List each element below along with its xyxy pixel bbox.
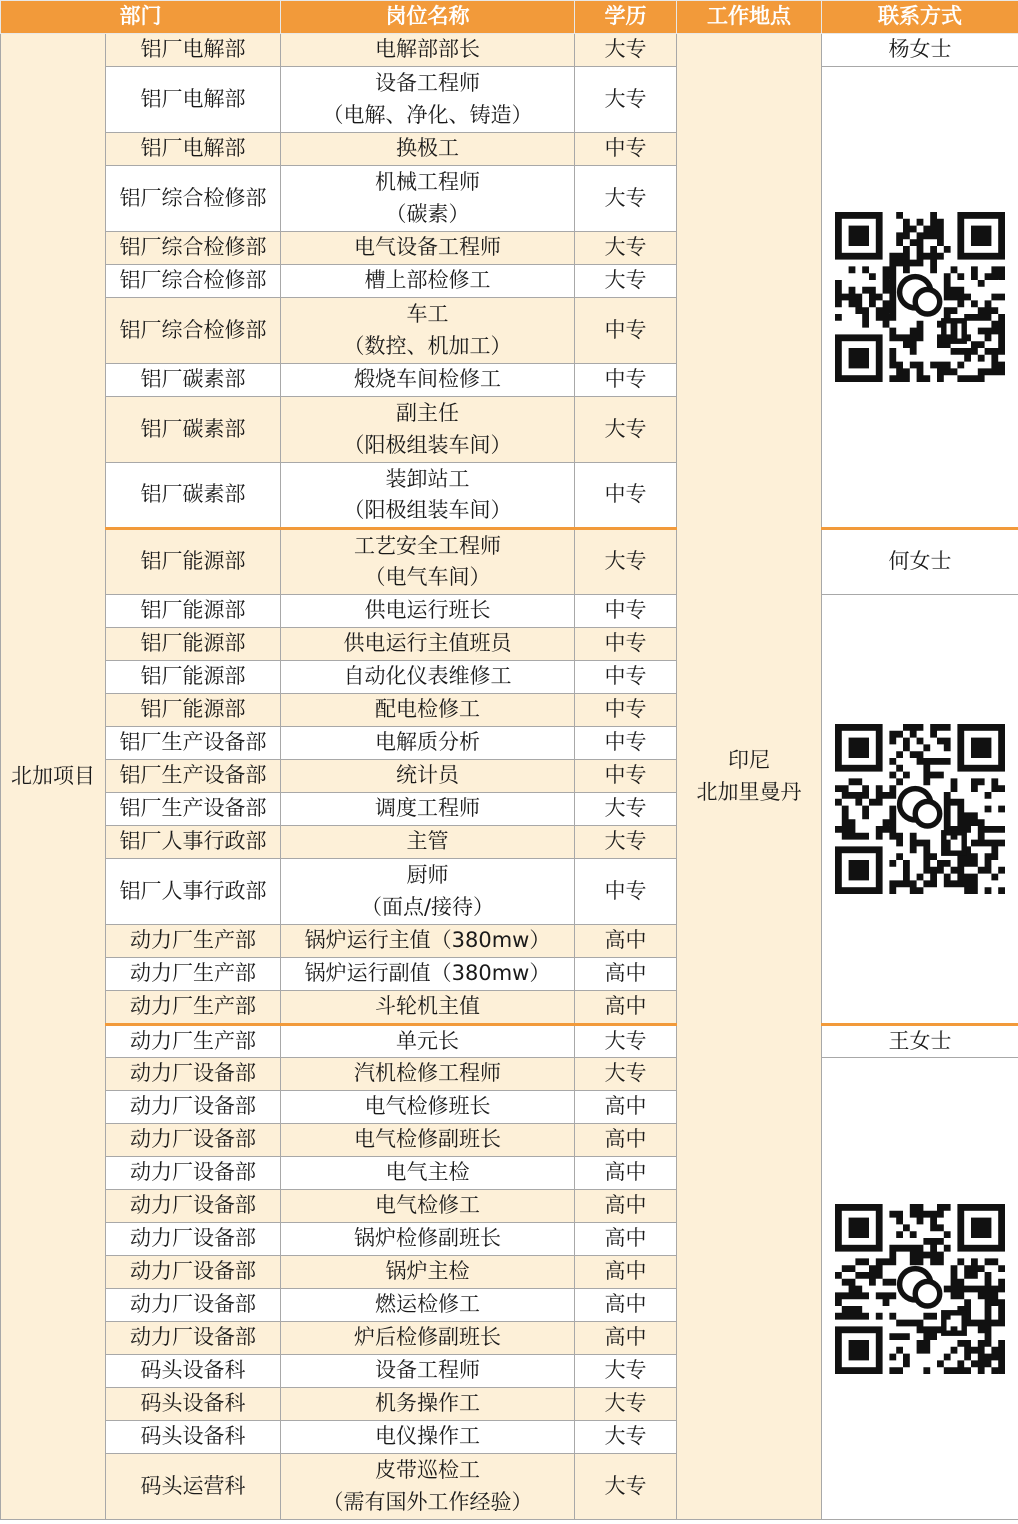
position-cell [281,1091,575,1124]
position-title: 供电运行主值班员 [343,631,512,656]
position-title: 电气检修工 [375,1193,480,1218]
position-title: 锅炉运行副值（380mw） [304,961,551,986]
department-cell: 动力厂设备部 [106,1124,281,1157]
position-title: 锅炉运行主值（380mw） [304,928,551,953]
position-cell [281,1190,575,1223]
education-cell: 中专 [575,463,677,529]
header-position: 岗位名称 [281,1,575,34]
contact-name-cell: 杨女士 [822,34,1018,67]
position-cell [281,298,575,364]
department-cell: 码头运营科 [106,1454,281,1520]
contact-qr-cell [822,595,1018,1025]
education-cell: 高中 [575,1157,677,1190]
project-cell: 北加项目 [1,34,106,1520]
education-cell: 高中 [575,1322,677,1355]
position-cell [281,826,575,859]
department-cell: 动力厂设备部 [106,1058,281,1091]
position-cell [281,1124,575,1157]
contact-name-cell: 何女士 [822,529,1018,595]
table-body [1,34,1018,1520]
education-cell: 中专 [575,133,677,166]
position-cell [281,1256,575,1289]
position-cell [281,694,575,727]
position-cell [281,1223,575,1256]
department-cell: 铝厂电解部 [106,34,281,67]
position-title: 电气主检 [385,1160,470,1185]
education-cell: 大专 [575,1024,677,1058]
position-title: 机械工程师 [375,170,480,194]
position-title: 燃运检修工 [375,1292,480,1317]
position-title: 皮带巡检工 [375,1458,480,1482]
position-cell [281,463,575,529]
position-cell [281,1322,575,1355]
position-title: 工艺安全工程师 [354,533,501,558]
department-cell: 动力厂设备部 [106,1157,281,1190]
contact-qr-cell [822,67,1018,529]
position-title: 主管 [406,829,449,854]
education-cell: 高中 [575,1223,677,1256]
wechat-qr-code-icon [835,724,1005,894]
position-title: 换极工 [396,136,459,161]
education-cell: 高中 [575,1091,677,1124]
table-row [1,1058,1018,1091]
header-department: 部门 [1,1,281,34]
position-subtitle: （电气车间） [364,565,491,589]
education-cell: 中专 [575,661,677,694]
position-title: 斗轮机主值 [375,994,480,1018]
education-cell: 大专 [575,1058,677,1091]
position-subtitle: （面点/接待） [360,894,495,919]
position-title: 设备工程师 [375,1358,480,1383]
position-title: 副主任 [396,401,459,425]
education-cell: 高中 [575,1256,677,1289]
position-cell [281,1454,575,1520]
education-cell: 中专 [575,694,677,727]
position-cell [281,1157,575,1190]
education-cell: 大专 [575,67,677,133]
department-cell: 铝厂综合检修部 [106,265,281,298]
position-title: 煅烧车间检修工 [354,367,501,392]
table-header-row [1,1,1018,34]
position-title: 炉后检修副班长 [354,1325,501,1350]
position-cell [281,232,575,265]
position-title: 统计员 [396,763,459,788]
department-cell: 铝厂碳素部 [106,463,281,529]
position-cell [281,991,575,1025]
department-cell: 铝厂生产设备部 [106,760,281,793]
position-title: 电仪操作工 [375,1424,480,1449]
education-cell: 大专 [575,529,677,595]
department-cell: 码头设备科 [106,1421,281,1454]
position-cell [281,34,575,67]
position-subtitle: （碳素） [385,201,470,226]
position-cell [281,1421,575,1454]
table-row [1,529,1018,595]
education-cell: 大专 [575,1454,677,1520]
position-title: 电解质分析 [375,730,480,755]
position-title: 电气检修副班长 [354,1127,501,1152]
wechat-qr-code-icon [835,212,1005,382]
department-cell: 铝厂生产设备部 [106,727,281,760]
position-title: 设备工程师 [375,71,480,95]
education-cell: 大专 [575,1355,677,1388]
education-cell: 大专 [575,166,677,232]
department-cell: 动力厂设备部 [106,1190,281,1223]
header-location: 工作地点 [677,1,822,34]
education-cell: 大专 [575,232,677,265]
education-cell: 大专 [575,397,677,463]
department-cell: 铝厂综合检修部 [106,298,281,364]
position-title: 装卸站工 [385,466,470,491]
department-cell: 铝厂碳素部 [106,364,281,397]
position-subtitle: （需有国外工作经验） [322,1489,533,1514]
position-cell [281,859,575,925]
department-cell: 铝厂能源部 [106,595,281,628]
position-cell [281,364,575,397]
position-cell [281,1289,575,1322]
department-cell: 铝厂生产设备部 [106,793,281,826]
position-subtitle: （数控、机加工） [343,333,512,358]
education-cell: 大专 [575,34,677,67]
education-cell: 大专 [575,1388,677,1421]
position-title: 厨师 [406,863,449,887]
department-cell: 铝厂能源部 [106,529,281,595]
position-title: 配电检修工 [375,697,480,722]
education-cell: 大专 [575,265,677,298]
department-cell: 铝厂碳素部 [106,397,281,463]
position-title: 电气设备工程师 [354,235,501,260]
position-title: 供电运行班长 [364,598,491,623]
department-cell: 铝厂电解部 [106,67,281,133]
education-cell: 中专 [575,298,677,364]
education-cell: 中专 [575,364,677,397]
table-row [1,34,1018,67]
department-cell: 动力厂生产部 [106,925,281,958]
position-cell [281,1058,575,1091]
department-cell: 动力厂生产部 [106,958,281,991]
education-cell: 大专 [575,826,677,859]
table-row [1,595,1018,628]
position-cell [281,925,575,958]
position-cell [281,397,575,463]
position-cell [281,265,575,298]
position-subtitle: （阳极组装车间） [343,498,512,522]
position-cell [281,67,575,133]
department-cell: 铝厂电解部 [106,133,281,166]
position-title: 锅炉检修副班长 [354,1226,501,1251]
department-cell: 动力厂设备部 [106,1223,281,1256]
education-cell: 中专 [575,595,677,628]
education-cell: 中专 [575,760,677,793]
department-cell: 码头设备科 [106,1355,281,1388]
education-cell: 高中 [575,925,677,958]
education-cell: 高中 [575,1190,677,1223]
position-title: 车工 [406,302,449,326]
table-row [1,67,1018,133]
department-cell: 铝厂人事行政部 [106,826,281,859]
education-cell: 中专 [575,859,677,925]
position-title: 电解部部长 [375,37,480,62]
position-title: 机务操作工 [375,1391,480,1416]
position-title: 单元长 [396,1028,459,1053]
contact-name-cell: 王女士 [822,1024,1018,1058]
department-cell: 铝厂人事行政部 [106,859,281,925]
education-cell: 高中 [575,958,677,991]
position-cell [281,1024,575,1058]
department-cell: 码头设备科 [106,1388,281,1421]
position-cell [281,1388,575,1421]
location-country: 印尼 [728,748,770,772]
location-region: 北加里曼丹 [696,779,802,804]
department-cell: 铝厂能源部 [106,694,281,727]
education-cell: 中专 [575,628,677,661]
position-cell [281,793,575,826]
department-cell: 动力厂设备部 [106,1091,281,1124]
education-cell: 大专 [575,793,677,826]
position-cell [281,661,575,694]
position-cell [281,529,575,595]
department-cell: 铝厂综合检修部 [106,232,281,265]
department-cell: 动力厂设备部 [106,1289,281,1322]
position-cell [281,727,575,760]
position-title: 锅炉主检 [385,1259,470,1284]
department-cell: 动力厂设备部 [106,1256,281,1289]
position-cell [281,166,575,232]
department-cell: 动力厂设备部 [106,1322,281,1355]
position-cell [281,958,575,991]
position-title: 自动化仪表维修工 [343,664,512,689]
position-cell [281,1355,575,1388]
position-title: 槽上部检修工 [364,268,491,293]
department-cell: 动力厂生产部 [106,991,281,1025]
education-cell: 大专 [575,1421,677,1454]
department-cell: 铝厂能源部 [106,628,281,661]
header-contact: 联系方式 [822,1,1018,34]
position-cell [281,595,575,628]
education-cell: 高中 [575,1124,677,1157]
table-row [1,1024,1018,1058]
education-cell: 中专 [575,727,677,760]
position-cell [281,133,575,166]
wechat-qr-code-icon [835,1204,1005,1374]
department-cell: 动力厂生产部 [106,1024,281,1058]
position-title: 调度工程师 [375,796,480,821]
position-title: 电气检修班长 [364,1094,491,1119]
department-cell: 铝厂综合检修部 [106,166,281,232]
department-cell: 铝厂能源部 [106,661,281,694]
education-cell: 高中 [575,1289,677,1322]
position-cell [281,628,575,661]
header-education: 学历 [575,1,677,34]
location-cell [677,34,822,1520]
position-subtitle: （阳极组装车间） [343,432,512,457]
position-subtitle: （电解、净化、铸造） [322,102,533,127]
position-cell [281,760,575,793]
education-cell: 高中 [575,991,677,1025]
position-title: 汽机检修工程师 [354,1061,501,1086]
contact-qr-cell [822,1058,1018,1520]
